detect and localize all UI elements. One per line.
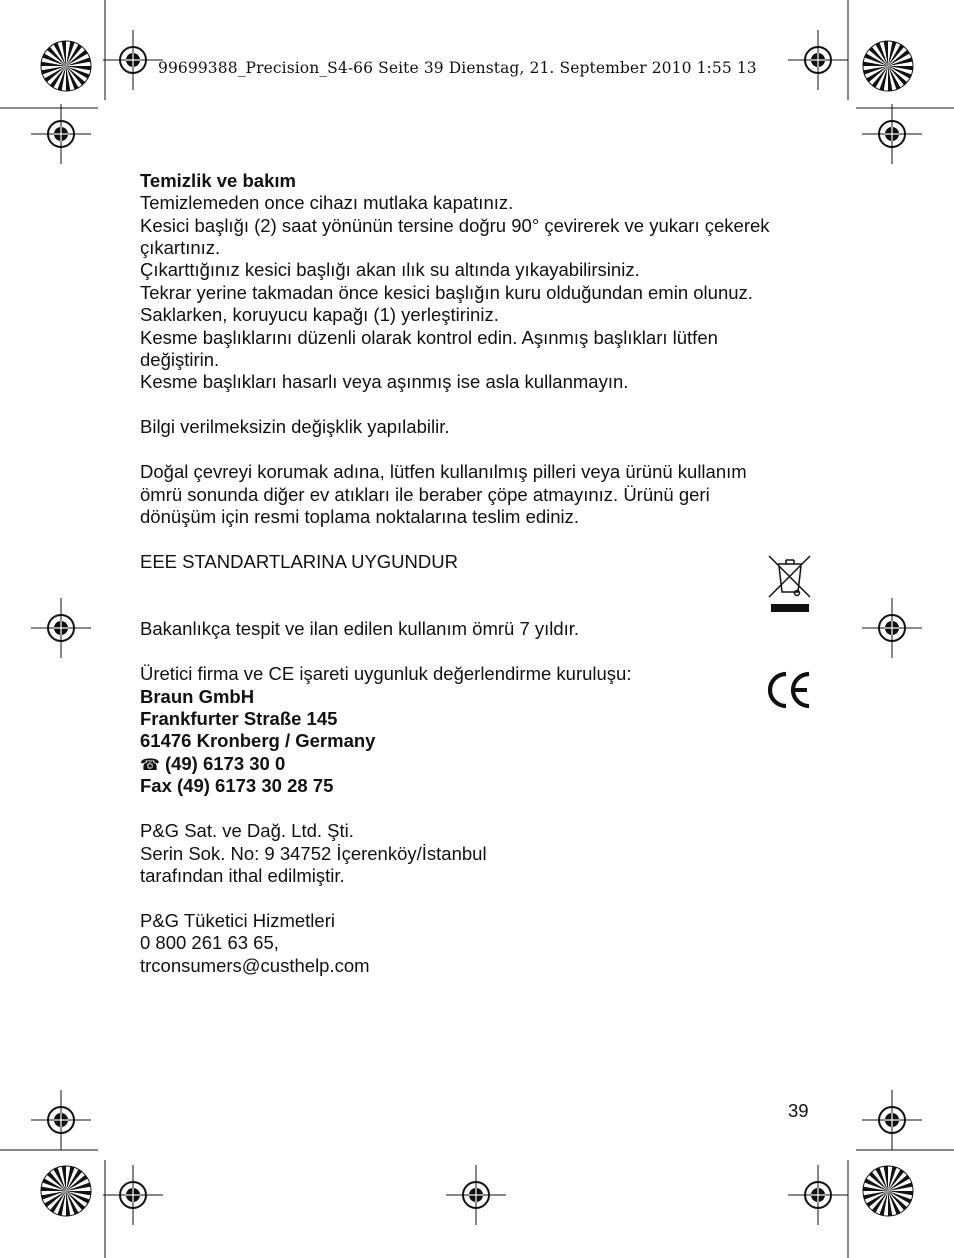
manufacturer-phone [140,753,285,777]
importer-line: tarafından ithal edilmiştir. [140,865,345,886]
phone-number: (49) 6173 30 0 [164,753,286,774]
environment-line: dönüşüm için resmi toplama noktalarına teslim ediniz. [140,506,580,527]
phone-icon: ☎ [140,757,160,774]
print-header: 99699388_Precision_S4-66 Seite 39 Dienstag, 21. September 2010 1:55 13 [158,59,757,77]
color-calibration-wheel-icon [40,1165,92,1217]
consumer-service-line: 0 800 261 63 65, [140,932,279,953]
environment-line: Doğal çevreyi korumak adına, lütfen kullanılmış pilleri veya ürünü kullanım [140,461,747,482]
importer-line: P&G Sat. ve Dağ. Ltd. Şti. [140,820,354,841]
cleaning-line: Kesici başlığı (2) saat yönünün tersine doğru 90° çevirerek ve yukarı çekerek [140,215,770,236]
consumer-service-email: trconsumers@custhelp.com [140,955,370,976]
registration-mark-icon [103,1165,163,1225]
registration-mark-icon [862,104,922,164]
registration-mark-icon [788,1165,848,1225]
page-number: 39 [788,1100,809,1121]
cleaning-line: Çıkarttığınız kesici başlığı akan ılık su altında yıkayabilirsiniz. [140,259,640,280]
registration-mark-icon [788,30,848,90]
registration-mark-icon [31,598,91,658]
manufacturer-intro: Üretici firma ve CE işareti uygunluk değerlendirme kuruluşu: [140,663,632,684]
manufacturer-street: Frankfurter Straße 145 [140,708,338,729]
color-calibration-wheel-icon [862,40,914,92]
registration-mark-icon [446,1165,506,1225]
manufacturer-fax: Fax (49) 6173 30 28 75 [140,775,334,796]
importer-line: Serin Sok. No: 9 34752 İçerenköy/İstanbul [140,843,487,864]
environment-line: ömrü sonunda diğer ev atıkları ile beraber çöpe atmayınız. Ürünü geri [140,484,710,505]
registration-mark-icon [31,1090,91,1150]
consumer-service-line: P&G Tüketici Hizmetleri [140,910,335,931]
color-calibration-wheel-icon [862,1165,914,1217]
cleaning-line: Saklarken, koruyucu kapağı (1) yerleştiriniz. [140,304,499,325]
cleaning-line: değiştirin. [140,349,220,370]
cleaning-line: Kesme başlıkları hasarlı veya aşınmış ise asla kullanmayın. [140,371,629,392]
manufacturer-city: 61476 Kronberg / Germany [140,730,376,751]
lifetime-statement: Bakanlıkça tespit ve ilan edilen kullanım ömrü 7 yıldır. [140,618,580,639]
cleaning-line: çıkartınız. [140,237,221,258]
ce-mark-icon [765,670,813,710]
registration-mark-icon [862,1090,922,1150]
eee-compliance: EEE STANDARTLARINA UYGUNDUR [140,551,458,572]
registration-mark-icon [103,30,163,90]
crossed-out-wheelie-bin-icon [766,554,814,616]
change-notice: Bilgi verilmeksizin değişklik yapılabilir. [140,416,450,437]
manufacturer-name: Braun GmbH [140,686,255,707]
registration-mark-icon [862,598,922,658]
section-title: Temizlik ve bakım [140,170,296,191]
cleaning-line: Tekrar yerine takmadan önce kesici başlığın kuru olduğundan emin olunuz. [140,282,753,303]
cleaning-line: Temizlemeden once cihazı mutlaka kapatınız. [140,192,514,213]
color-calibration-wheel-icon [40,40,92,92]
cleaning-line: Kesme başlıklarını düzenli olarak kontrol edin. Aşınmış başlıkları lütfen [140,327,718,348]
registration-mark-icon [31,104,91,164]
